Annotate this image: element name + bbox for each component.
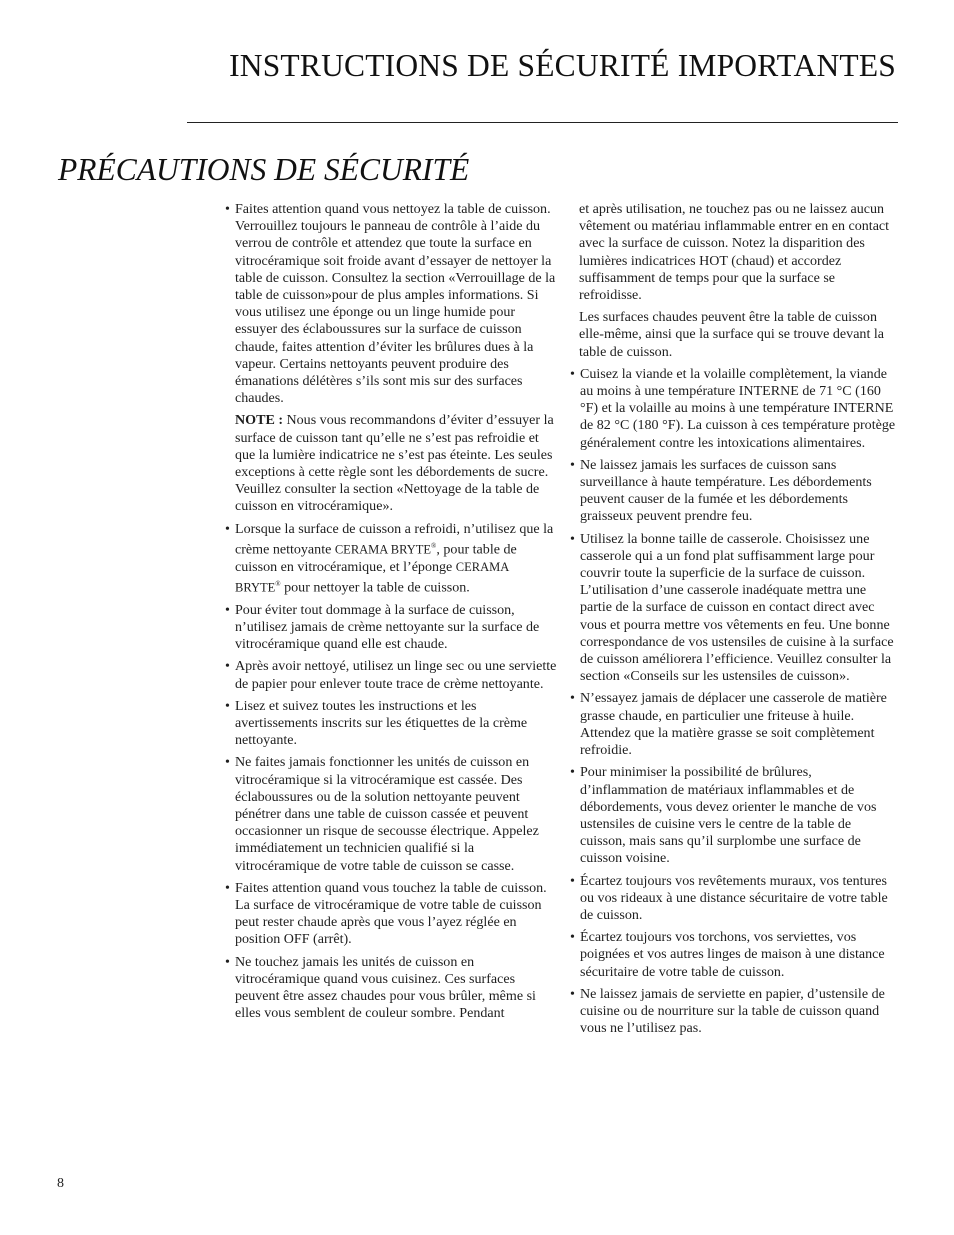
list-item: [570, 457, 900, 526]
left-column: [225, 201, 557, 1027]
bullet: •: [225, 658, 230, 675]
list-item: [225, 880, 557, 949]
item-text: Ne laissez jamais les surfaces de cuisson sans surveillance à haute température. Les débordements peuvent causer de la fumée et les débordements graisseux peuvent prendre feu.: [580, 456, 872, 525]
list-item: [225, 521, 557, 597]
bullet: •: [570, 985, 575, 1002]
list-item: [570, 531, 900, 686]
registered-mark: ®: [431, 541, 437, 550]
list-item: [570, 873, 900, 925]
note-paragraph: [235, 412, 557, 515]
item-text: , pour table de cuisson en vitrocéramique, et l’éponge: [235, 541, 517, 575]
bullet: •: [570, 690, 575, 707]
item-text: Après avoir nettoyé, utilisez un linge sec ou une serviette de papier pour enlever toute trace de crème nettoyante.: [235, 658, 557, 692]
note-text: Nous vous recommandons d’éviter d’essuyer la surface de cuisson tant qu’elle ne s’est pas refroidie et que la lumière indicatrice ne s’est pas éteinte. Les seules exceptions à cette règle sont les débordements de sucre. Veuillez consulter la section «Nettoyage de la table de cuisson en vitrocéramique».: [235, 412, 554, 515]
item-text: Faites attention quand vous touchez la table de cuisson. La surface de vitrocéramique de votre table de cuisson peut rester chaude après que vous l’ayez réglée en position OFF (arrêt).: [235, 879, 547, 948]
list-item: [225, 201, 557, 407]
item-text: N’essayez jamais de déplacer une casserole de matière grasse chaude, en particulier une friteuse à huile. Attendez que la matière grasse se soit complètement refroidie.: [580, 690, 887, 759]
list-item: [225, 698, 557, 750]
section-title: PRÉCAUTIONS DE SÉCURITÉ: [58, 152, 470, 187]
list-item: [570, 764, 900, 867]
bullet: •: [570, 456, 575, 473]
item-text: Faites attention quand vous nettoyez la table de cuisson. Verrouillez toujours le panneau de contrôle à l’aide du verrou de contrôle et attendez que toute la surface en vitrocéramique soit froide avant d’essayer de nettoyer la table de cuisson. Consultez la section «Verrouillage de la table de cuisson»pour de plus amples informations. Si vous utilisez une éponge ou un linge humide pour essuyer des éclaboussures sur la surface de cuisson chaude, faites attention d’éviter les brûlures dues à la vapeur. Certains nettoyants peuvent produire des émanations délétères s’ils sont mis sur des surfaces chaudes.: [235, 201, 556, 407]
list-item: [225, 754, 557, 874]
bullet: •: [225, 697, 230, 714]
bullet: •: [570, 872, 575, 889]
item-text: Ne faites jamais fonctionner les unités de cuisson en vitrocéramique si la vitrocéramique est cassée. Des éclaboussures ou de la solution nettoyante peuvent pénétrer dans une table de cuisson cassée et peuvent occasionner un risque de secousse électrique. Appelez immédiatement un technicien qualifié si la vitrocéramique de votre table de cuisson se casse.: [235, 754, 539, 874]
bullet: •: [570, 929, 575, 946]
item-text: Pour éviter tout dommage à la surface de cuisson, n’utilisez jamais de crème nettoyante sur la surface de vitrocéramique quand elle est chaude.: [235, 601, 540, 653]
bullet: •: [225, 879, 230, 896]
item-text: pour nettoyer la table de cuisson.: [280, 579, 470, 596]
bullet: •: [225, 754, 230, 771]
bullet: •: [570, 365, 575, 382]
header-title: INSTRUCTIONS DE SÉCURITÉ IMPORTANTES: [229, 48, 896, 83]
note-label: NOTE :: [235, 412, 283, 429]
item-text: Pour minimiser la possibilité de brûlures, d’inflammation de matériaux inflammables et de débordements, vous devez orienter le manche de vos ustensiles de cuisine vers le centre de la table de cuisson, mais sans qu’il surplombe une surface de cuisson voisine.: [580, 764, 877, 867]
item-text: Écartez toujours vos revêtements muraux, vos tentures ou vos rideaux à une distance sécuritaire de votre table de cuisson.: [580, 872, 888, 923]
list-item: [570, 366, 900, 452]
item-text: Lorsque la surface de cuisson a refroidi, n’utilisez que la crème nettoyante: [235, 520, 554, 558]
item-text: Utilisez la bonne taille de casserole. Choisissez une casserole qui a un fond plat suffisamment large pour couvrir toute la superficie de la surface de cuisson. L’utilisation d’une casserole inadéquate mettra une partie de la surface de cuisson en contact direct avec vous et pourra mettre vos vêtements en feu. Une bonne correspondance de vos ustensiles de cuisine à la surface de cuisson améliorera l’efficience. Veuillez consulter la section «Conseils sur les ustensiles de cuisson».: [580, 530, 894, 685]
bullet: •: [225, 601, 230, 618]
item-text: Cuisez la viande et la volaille complètement, la viande au moins à une température INTERNE de 71 °C (160 °F) et la volaille au moins à une température INTERNE de 82 °C (180 °F). La cuisson à ces température protège généralement contre les intoxications alimentaires.: [580, 365, 896, 451]
header-divider: [187, 122, 898, 123]
page-number: 8: [57, 1176, 64, 1191]
bullet: •: [570, 530, 575, 547]
bullet: •: [225, 520, 230, 537]
bullet: •: [225, 953, 230, 970]
right-column: [570, 201, 900, 1042]
item-text: Ne laissez jamais de serviette en papier, d’ustensile de cuisine ou de nourriture sur la table de cuisson quand vous ne l’utilisez pas.: [580, 985, 885, 1037]
bullet: •: [225, 201, 230, 217]
list-item: [570, 929, 900, 981]
continued-paragraph: Les surfaces chaudes peuvent être la table de cuisson elle-même, ainsi que la surface qui se trouve devant la table de cuisson.: [579, 309, 885, 360]
list-item: [225, 658, 557, 692]
list-item: [570, 690, 900, 759]
item-text: Lisez et suivez toutes les instructions et les avertissements inscrits sur les étiquettes de la crème nettoyante.: [235, 697, 528, 749]
item-text: Ne touchez jamais les unités de cuisson en vitrocéramique quand vous cuisinez. Ces surfaces peuvent être assez chaudes pour vous brûler, même si elles vous semblent de couleur sombre. Pendant: [235, 953, 536, 1022]
list-item: [225, 954, 557, 1023]
bullet: •: [570, 764, 575, 781]
list-item: [225, 602, 557, 654]
list-item: [570, 986, 900, 1038]
brand-name: CERAMA BRYTE: [334, 542, 432, 557]
continued-paragraph: et après utilisation, ne touchez pas ou ne laissez aucun vêtement ou matériau inflammable entrer en en contact avec la surface de cuisson. Notez la disparition des lumières indicatrices HOT (chaud) et accordez suffisamment de temps pour que la surface se refroidisse.: [579, 201, 890, 304]
item-text: Écartez toujours vos torchons, vos serviettes, vos poignées et vos autres linges de maison à une distance sécuritaire de votre table de cuisson.: [580, 929, 885, 980]
registered-mark: ®: [275, 579, 281, 588]
brand-name: CERAMA BRYTE: [235, 559, 509, 595]
